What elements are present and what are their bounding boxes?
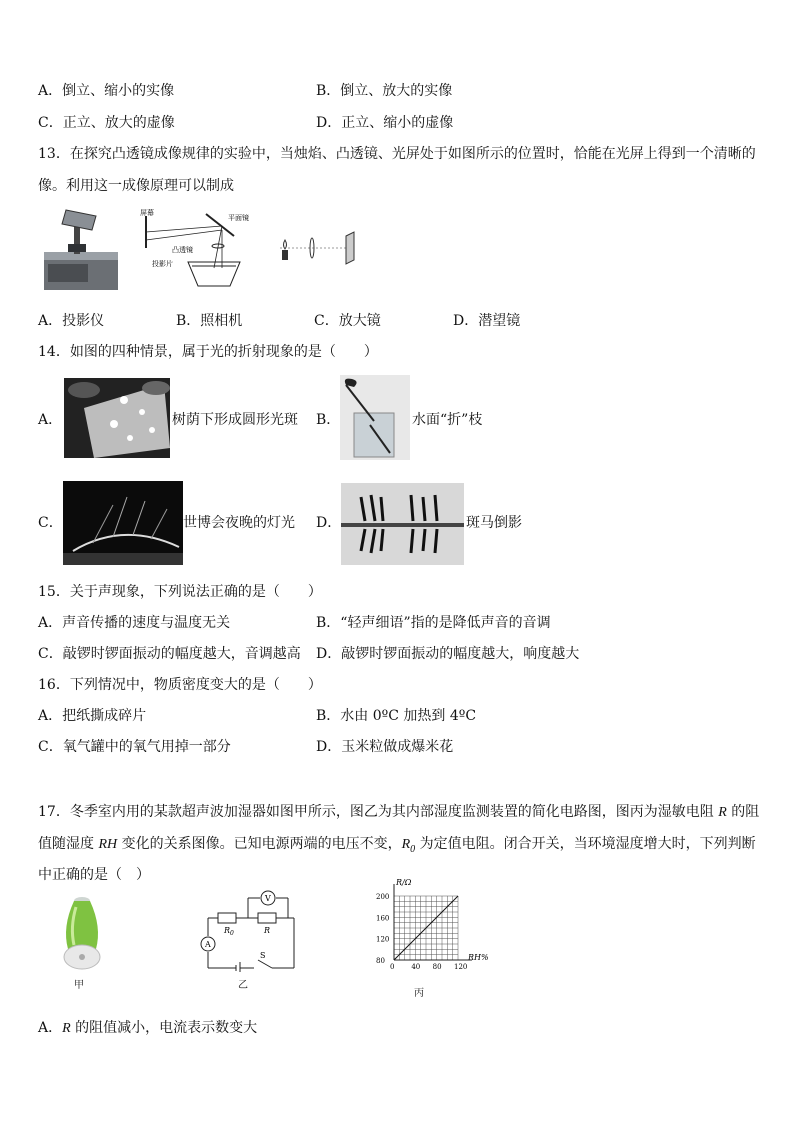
x-tick-label: 0 xyxy=(390,963,395,971)
figure-c-caption: 丙 xyxy=(414,988,424,999)
y-tick-label: 160 xyxy=(376,914,390,923)
x-tick-label: 40 xyxy=(411,963,421,971)
q14-option-c-text: 世博会夜晚的灯光 xyxy=(183,515,295,531)
y-tick-label: 120 xyxy=(376,935,390,944)
x-tick-label: 120 xyxy=(454,963,468,971)
bent-branch-in-water-photo xyxy=(340,375,410,460)
switch-label: S xyxy=(260,951,266,960)
figure-a-caption: 甲 xyxy=(74,980,84,991)
q14-option-a-label: A． xyxy=(38,412,63,428)
q16-stem: 16．下列情况中，物质密度变大的是（ ） xyxy=(38,677,322,693)
q14-option-a-text: 树荫下形成圆形光斑 xyxy=(172,412,298,428)
q17-stem-line3: 中正确的是（ ） xyxy=(38,867,150,883)
zebra-reflection-photo xyxy=(341,483,464,565)
r0-label: $R_0$ xyxy=(224,926,234,937)
label-screen: 屏幕 xyxy=(140,209,154,217)
label-mirror: 平面镜 xyxy=(228,214,249,222)
q13-stem-line1: 13．在探究凸透镜成像规律的实验中，当烛焰、凸透镜、光屏处于如图所示的位置时，恰能在光屏上得到一个清晰的 xyxy=(38,146,756,162)
q14-option-b-text: 水面“折”枝 xyxy=(412,412,483,428)
q16-option-c: C．氧气罐中的氧气用掉一部分 xyxy=(38,739,231,755)
q13-option-a: A．投影仪 xyxy=(38,313,105,329)
q14-option-d-label: D． xyxy=(316,515,342,531)
expo-night-lights-photo xyxy=(63,481,183,565)
q12-option-a: A．倒立、缩小的实像 xyxy=(38,83,175,99)
tree-shade-light-spots-photo xyxy=(64,378,170,458)
candle-lens-screen-diagram xyxy=(276,230,360,266)
x-tick-label: 80 xyxy=(432,963,442,971)
q15-option-b: B．“轻声细语”指的是降低声音的音调 xyxy=(316,615,551,631)
q15-option-a: A．声音传播的速度与温度无关 xyxy=(38,615,231,631)
q16-option-d: D．玉米粒做成爆米花 xyxy=(316,739,454,755)
q15-stem: 15．关于声现象，下列说法正确的是（ ） xyxy=(38,584,322,600)
q14-stem: 14．如图的四种情景，属于光的折射现象的是（ ） xyxy=(38,344,378,360)
r-label: R xyxy=(264,926,271,935)
q13-option-c: C．放大镜 xyxy=(314,313,381,329)
q12-option-b: B．倒立、放大的实像 xyxy=(316,83,453,99)
y-tick-label: 80 xyxy=(376,957,385,965)
humidifier-photo xyxy=(58,893,106,975)
q13-option-b: B．照相机 xyxy=(176,313,243,329)
resistance-humidity-chart xyxy=(362,872,502,980)
chart-x-label: RH% xyxy=(468,953,489,962)
y-tick-label: 200 xyxy=(376,893,390,901)
label-lens: 凸透镜 xyxy=(172,246,193,254)
voltmeter-label: V xyxy=(265,894,271,903)
q17-option-a: A．R 的阻值减小，电流表示数变大 xyxy=(38,1020,258,1036)
q17-stem-line2: 值随湿度 RH 变化的关系图像。已知电源两端的电压不变，$R_0$ 为定值电阻。闭合开关，当环境湿度增大时，下列判断 xyxy=(38,836,756,855)
figure-b-caption: 乙 xyxy=(238,980,248,991)
q14-option-b-label: B． xyxy=(316,412,341,428)
q15-option-c: C．敲锣时锣面振动的幅度越大，音调越高 xyxy=(38,646,301,662)
chart-y-label: R/Ω xyxy=(396,878,412,887)
ammeter-label: A xyxy=(205,940,211,949)
q16-option-b: B．水由 0ºC 加热到 4ºC xyxy=(316,708,477,724)
label-slide: 投影片 xyxy=(152,260,173,268)
q12-option-c: C．正立、放大的虚像 xyxy=(38,115,175,131)
projector-photo xyxy=(38,206,124,294)
q16-option-a: A．把纸撕成碎片 xyxy=(38,708,147,724)
q14-option-c-label: C． xyxy=(38,515,63,531)
q14-option-d-text: 斑马倒影 xyxy=(466,515,522,531)
q12-option-d: D．正立、缩小的虚像 xyxy=(316,115,454,131)
q13-option-d: D．潜望镜 xyxy=(453,313,521,329)
q15-option-d: D．敲锣时锣面振动的幅度越大，响度越大 xyxy=(316,646,580,662)
circuit-diagram xyxy=(196,886,296,972)
q17-stem-line1: 17．冬季室内用的某款超声波加湿器如图甲所示，图乙为其内部湿度监测装置的简化电路图，图丙为湿敏电阻 R 的阻 xyxy=(38,804,760,820)
q13-stem-line2: 像。利用这一成像原理可以制成 xyxy=(38,178,234,194)
projector-schematic xyxy=(136,208,252,294)
